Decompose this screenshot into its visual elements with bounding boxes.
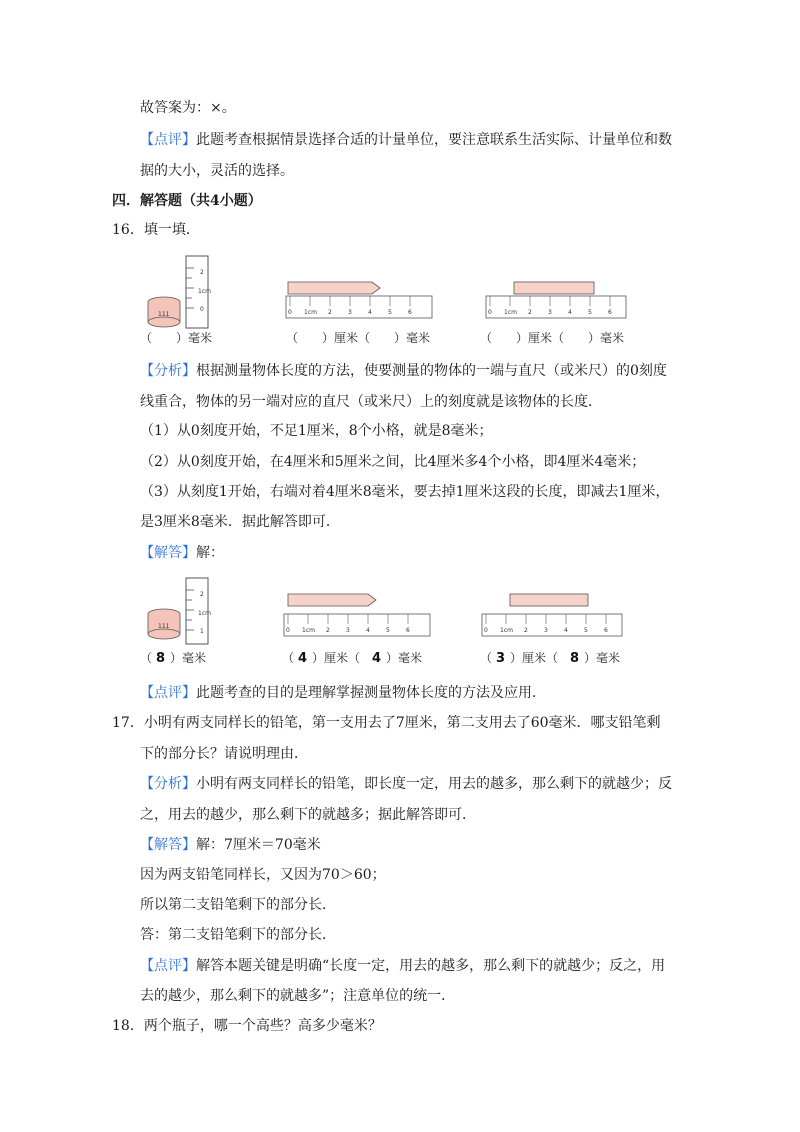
svg-text:6: 6 [406,627,410,634]
answer-caption-2 [282,650,422,666]
svg-text:4: 4 [568,309,572,316]
svg-text:（: （ [140,651,153,665]
svg-text:6: 6 [608,309,612,316]
question-16: 16．填一填． [112,222,200,238]
comment-line: 【点评】此题考查根据情景选择合适的计量单位，要注意联系生活实际、计量单位和数 [140,132,672,148]
svg-text:5: 5 [584,627,588,634]
svg-text:1cm: 1cm [500,627,513,634]
caption-3: （ ）厘米（ ）毫米 [480,331,625,345]
caption-1: （ ）毫米 [140,331,213,345]
svg-text:5: 5 [386,627,390,634]
svg-text:0: 0 [288,309,292,316]
comment-line: 去的越少，那么剩下的就越多”；注意单位的统一． [140,988,456,1004]
can-label: 111 [158,311,170,318]
can-with-vertical-ruler-answer [148,578,211,644]
pencil-ruler-answer-2 [482,594,622,636]
svg-text:）毫米: ）毫米 [584,651,621,665]
answer-line: 故答案为：×。 [140,100,236,116]
svg-text:6: 6 [408,309,412,316]
svg-text:3: 3 [544,627,548,634]
svg-text:1cm: 1cm [302,627,315,634]
solution-line: 所以第二支铅笔剩下的部分长． [140,897,336,913]
svg-text:3: 3 [346,627,350,634]
section-title: 四．解答题（共4小题） [112,193,262,209]
svg-text:）厘米（: ）厘米（ [510,651,559,665]
pencil-ruler-2 [486,282,626,318]
svg-text:4: 4 [372,651,382,666]
svg-text:1: 1 [200,628,204,635]
svg-text:4: 4 [564,627,568,634]
svg-text:0: 0 [488,309,492,316]
analysis-line: 是3厘米8毫米．据此解答即可． [140,514,340,530]
svg-text:）毫米: ）毫米 [170,651,207,665]
svg-text:5: 5 [388,309,392,316]
pencil-ruler-answer-1 [284,594,430,636]
svg-text:（: （ [480,651,493,665]
svg-text:4: 4 [366,627,370,634]
svg-text:1cm: 1cm [198,610,211,617]
solution-line: 【解答】解：7厘米＝70毫米 [140,837,321,853]
svg-text:8: 8 [156,651,166,666]
comment-tag: 【点评】 [140,132,196,148]
svg-text:4: 4 [368,309,372,316]
vtick-unit: 1cm [198,288,211,295]
question-17: 17．小明有两支同样长的铅笔，第一支用去了7厘米，第二支用去了60毫米．哪支铅笔剩 [112,715,661,731]
analysis-line: 线重合，物体的另一端对应的直尺（或米尺）上的刻度就是该物体的长度． [140,394,602,410]
svg-text:5: 5 [588,309,592,316]
svg-text:3: 3 [496,651,506,666]
svg-text:0: 0 [484,627,488,634]
svg-text:（: （ [282,651,295,665]
solution-line: 因为两支铅笔同样长，又因为70＞60； [140,867,386,883]
svg-text:2: 2 [524,627,528,634]
analysis-line: 【分析】小明有两支同样长的铅笔，即长度一定，用去的越多，那么剩下的就越少；反 [140,776,672,792]
svg-text:2: 2 [326,627,330,634]
svg-text:2: 2 [200,591,204,598]
analysis-line: 【分析】根据测量物体长度的方法，使要测量的物体的一端与直尺（或米尺）的0刻度 [140,363,667,379]
vtick-2: 2 [200,269,204,276]
svg-text:2: 2 [328,309,332,316]
answer-caption-1 [140,650,206,666]
can-with-vertical-ruler [148,256,211,328]
svg-text:6: 6 [604,627,608,634]
svg-text:111: 111 [158,623,170,630]
svg-text:1cm: 1cm [504,309,517,316]
solution-line: 【解答】解： [140,545,224,561]
svg-text:4: 4 [298,651,308,666]
svg-text:）厘米（: ）厘米（ [312,651,361,665]
svg-text:3: 3 [348,309,352,316]
svg-text:8: 8 [570,651,580,666]
vtick-0: 0 [200,306,204,313]
comment-line-cont: 据的大小，灵活的选择。 [140,163,294,179]
comment-line: 【点评】此题考查的目的是理解掌握测量物体长度的方法及应用． [140,685,546,701]
analysis-line: （1）从0刻度开始，不足1厘米，8个小格，就是8毫米； [140,423,493,439]
svg-text:3: 3 [548,309,552,316]
answer-caption-3 [480,650,620,666]
analysis-line: 之，用去的越少，那么剩下的就越多；据此解答即可． [140,807,476,823]
answer-16-figure [140,570,640,670]
analysis-line: （2）从0刻度开始，在4厘米和5厘米之间，比4厘米多4个小格，即4厘米4毫米； [140,454,646,470]
question-17-cont: 下的部分长？请说明理由． [140,746,308,762]
svg-text:）毫米: ）毫米 [386,651,423,665]
pencil-ruler-1 [286,282,432,318]
svg-text:2: 2 [528,309,532,316]
question-18: 18．两个瓶子，哪一个高些？高多少毫米？ [112,1018,382,1034]
solution-line: 答：第二支铅笔剩下的部分长． [140,927,336,943]
svg-text:0: 0 [286,627,290,634]
svg-text:1cm: 1cm [304,309,317,316]
question-16-figure [140,248,640,348]
caption-2: （ ）厘米（ ）毫米 [286,331,431,345]
analysis-line: （3）从刻度1开始，右端对着4厘米8毫米，要去掉1厘米这段的长度，即减去1厘米， [140,484,670,500]
comment-line: 【点评】解答本题关键是明确“长度一定，用去的越多，那么剩下的就越少；反之，用 [140,958,666,974]
